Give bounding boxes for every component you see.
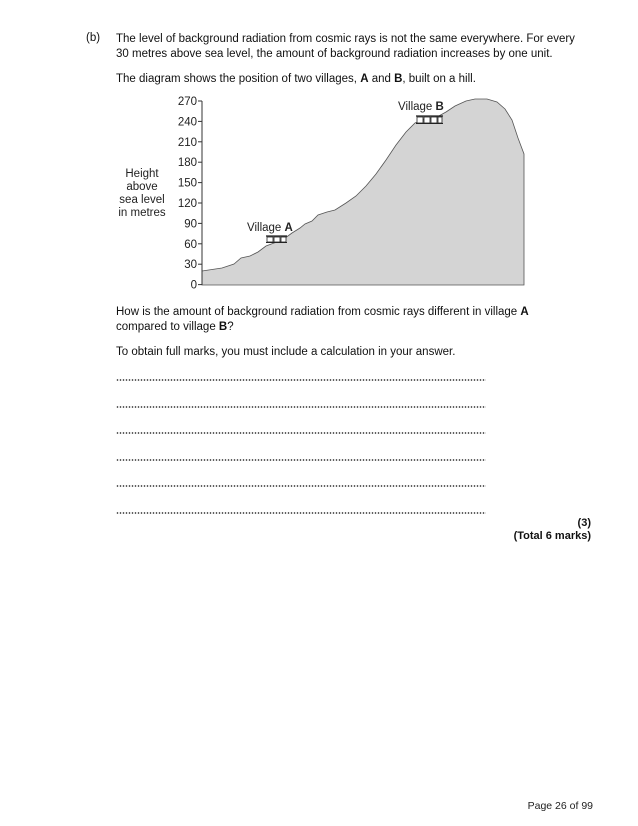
answer-line[interactable] [116,379,486,381]
village-b-houses-icon [416,116,443,124]
answer-line[interactable] [116,432,486,434]
intro-line-2: 30 metres above sea level, the amount of background radiation increases by one unit. [116,48,553,60]
y-tick-label: 180 [177,157,197,170]
y-axis-label-line-4: in metres [118,207,166,219]
hill-profile [202,99,524,285]
marks-label: (3) [577,517,591,529]
y-tick-label: 210 [177,136,197,149]
y-axis-label-line-1: Height [125,168,159,180]
y-axis-ticks [178,96,202,292]
question-prompt-line-2: compared to village B? [116,321,234,333]
y-tick-label: 30 [184,259,197,272]
y-tick-label: 60 [184,238,197,251]
y-tick-label: 120 [177,198,197,210]
answer-line[interactable] [116,485,486,487]
hill-diagram [0,0,638,300]
question-prompt [116,305,586,335]
diagram-intro: The diagram shows the position of two villages, A and B, built on a hill. [116,73,476,85]
total-marks-label: (Total 6 marks) [513,530,591,542]
y-axis-label-line-3: sea level [119,194,165,206]
page-number: Page 26 of 99 [527,800,593,812]
answer-line[interactable] [116,459,486,461]
part-label: (b) [86,32,101,44]
y-tick-label: 270 [177,96,197,108]
answer-line[interactable] [116,512,486,514]
y-axis-label-line-2: above [126,181,158,193]
answer-line[interactable] [116,406,486,408]
village-b-label: Village B [398,101,444,113]
instruction-text: To obtain full marks, you must include a calculation in your answer. [116,346,456,358]
y-tick-label: 240 [177,116,197,129]
y-tick-label: 150 [177,177,197,190]
village-a-houses-icon [266,236,287,243]
y-tick-label: 90 [184,218,197,231]
intro-line-1: The level of background radiation from cosmic rays is not the same everywhere. For every [116,33,575,45]
village-a-label: Village A [247,222,293,234]
y-tick-label: 0 [190,279,197,292]
question-prompt-line-1: How is the amount of background radiation from cosmic rays different in village A [116,306,529,318]
